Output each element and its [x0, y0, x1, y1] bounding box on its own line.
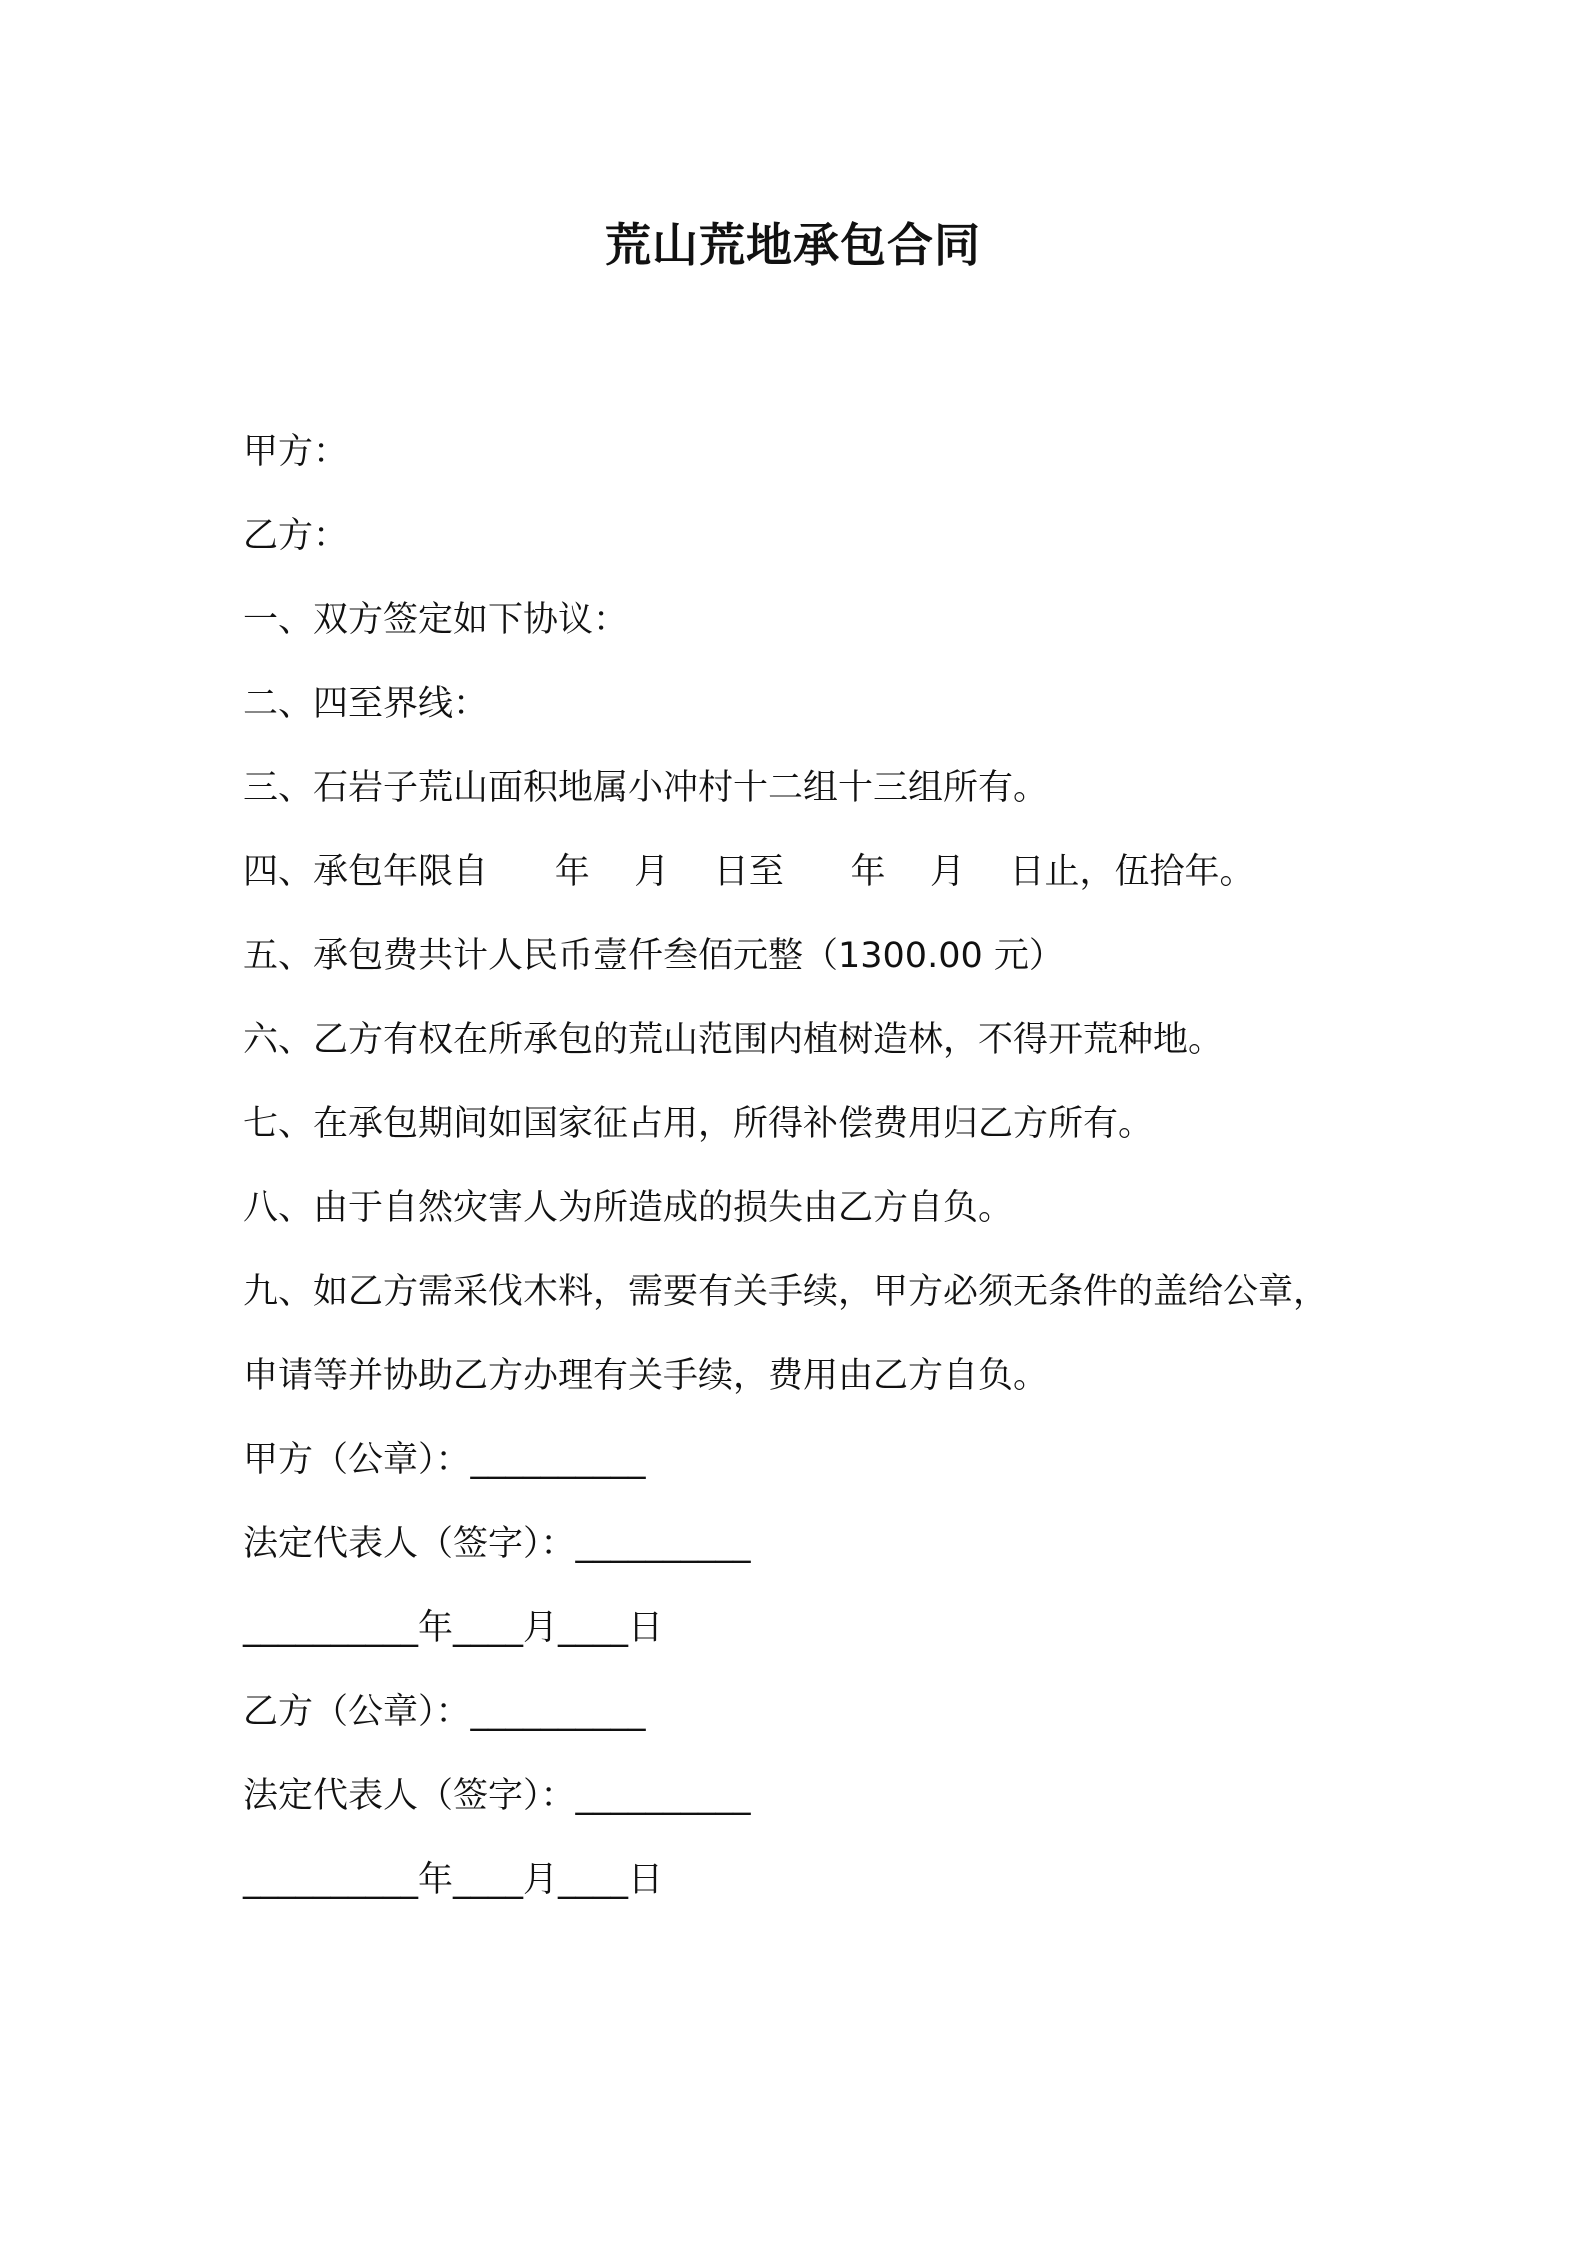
clause-4: 四、承包年限自 年 月 日至 年 月 日止，伍拾年。 [243, 852, 1255, 892]
clause-1: 一、双方签定如下协议： [243, 600, 629, 640]
clause-6: 六、乙方有权在所承包的荒山范围内植树造林，不得开荒种地。 [243, 1020, 1224, 1060]
clause-3: 三、石岩子荒山面积地属小冲村十二组十三组所有。 [243, 768, 1049, 808]
clause-8: 八、由于自然灾害人为所造成的损失由乙方自负。 [243, 1188, 1014, 1228]
contract-body [243, 410, 1373, 1922]
clause-5: 五、承包费共计人民币壹仟叁佰元整（1300.00 元） [243, 936, 1064, 976]
document-title: 荒山荒地承包合同 [605, 218, 981, 272]
clause-2: 二、四至界线： [243, 684, 489, 724]
party-b-line: 乙方： [243, 516, 349, 556]
party-a-representative-signature-line: 法定代表人（签字）：__________ [243, 1524, 751, 1564]
party-b-representative-signature-line: 法定代表人（签字）：__________ [243, 1776, 751, 1816]
party-b-date-line: __________年____月____日 [243, 1860, 664, 1900]
clause-9: 九、如乙方需采伐木料，需要有关手续，甲方必须无条件的盖给公章， [243, 1272, 1329, 1312]
party-a-seal-line: 甲方（公章）：__________ [243, 1440, 646, 1480]
party-b-seal-line: 乙方（公章）：__________ [243, 1692, 646, 1732]
clause-9-continued: 申请等并协助乙方办理有关手续，费用由乙方自负。 [243, 1356, 1049, 1396]
party-a-date-line: __________年____月____日 [243, 1608, 664, 1648]
party-a-line: 甲方： [243, 432, 349, 472]
clause-7: 七、在承包期间如国家征占用，所得补偿费用归乙方所有。 [243, 1104, 1154, 1144]
